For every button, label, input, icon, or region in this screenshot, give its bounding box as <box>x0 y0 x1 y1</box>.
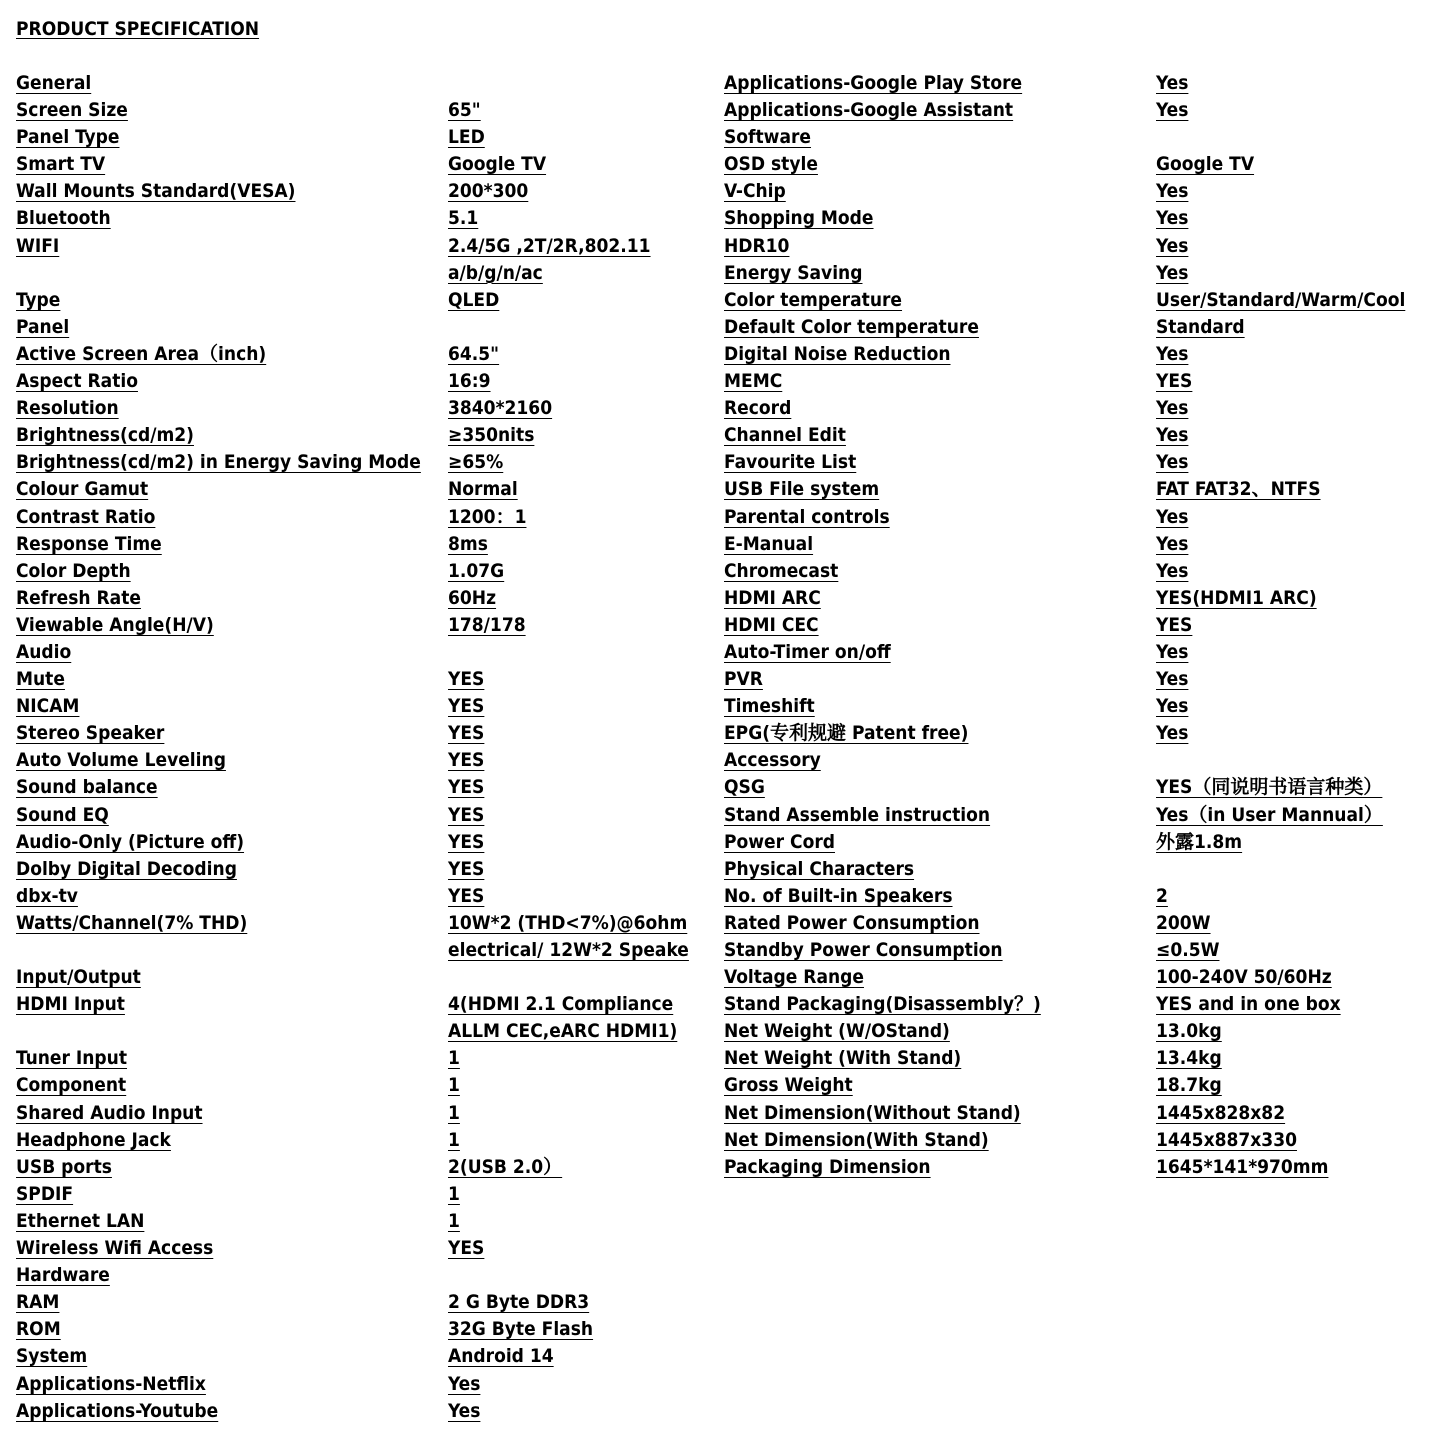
spec-row <box>724 639 1424 666</box>
spec-value: Yes <box>1156 424 1189 447</box>
spec-value: 1 <box>448 1047 460 1070</box>
spec-row <box>16 585 696 612</box>
spec-value: 13.4kg <box>1156 1047 1222 1070</box>
spec-row <box>16 1154 696 1181</box>
spec-label: Favourite List <box>724 451 857 474</box>
spec-value: Normal <box>448 478 518 501</box>
spec-value: Google TV <box>1156 153 1255 176</box>
spec-value: QLED <box>448 288 500 311</box>
spec-value: YES（同说明书语言种类） <box>1156 776 1383 799</box>
spec-row <box>16 233 696 287</box>
spec-value: 2 <box>1156 884 1168 907</box>
spec-row <box>724 558 1424 585</box>
spec-row <box>16 1235 696 1262</box>
spec-value: Yes（in User Mannual） <box>1156 803 1383 826</box>
spec-value: Standard <box>1156 315 1245 338</box>
spec-row <box>16 693 696 720</box>
spec-value: Yes <box>1156 397 1189 420</box>
spec-row <box>724 802 1424 829</box>
spec-label: USB File system <box>724 478 880 501</box>
spec-label: Tuner Input <box>16 1047 128 1070</box>
spec-value: 18.7kg <box>1156 1074 1222 1097</box>
spec-row <box>16 1045 696 1072</box>
spec-value: 5.1 <box>448 207 479 230</box>
spec-label: Color temperature <box>724 288 903 311</box>
spec-value: 100-240V 50/60Hz <box>1156 966 1332 989</box>
spec-label: Component <box>16 1074 127 1097</box>
section-title: Physical Characters <box>724 857 915 880</box>
spec-label: Active Screen Area（inch) <box>16 342 267 365</box>
spec-row <box>724 314 1424 341</box>
spec-value: YES <box>448 884 485 907</box>
spec-value: ≥350nits <box>448 424 535 447</box>
spec-section-heading <box>724 124 1424 151</box>
spec-value: 1445x887x330 <box>1156 1128 1297 1151</box>
spec-value: YES <box>448 776 485 799</box>
spec-value: 32G Byte Flash <box>448 1318 594 1341</box>
spec-row <box>724 991 1424 1018</box>
spec-row <box>16 774 696 801</box>
spec-row <box>724 720 1424 747</box>
spec-row <box>16 476 696 503</box>
spec-label: Sound EQ <box>16 803 109 826</box>
spec-value: 64.5" <box>448 342 500 365</box>
spec-section-heading <box>724 747 1424 774</box>
spec-label: Auto Volume Leveling <box>16 749 226 772</box>
spec-label: Digital Noise Reduction <box>724 342 951 365</box>
spec-label: HDMI ARC <box>724 586 821 609</box>
spec-label: Watts/Channel(7% THD) <box>16 911 248 934</box>
spec-row <box>724 70 1424 97</box>
spec-label: Net Weight (With Stand) <box>724 1047 962 1070</box>
spec-value: 1445x828x82 <box>1156 1101 1286 1124</box>
spec-value: 1 <box>448 1101 460 1124</box>
spec-value: Yes <box>1156 99 1189 122</box>
spec-row <box>16 504 696 531</box>
spec-label: RAM <box>16 1291 60 1314</box>
spec-value: Yes <box>1156 180 1189 203</box>
spec-value: YES <box>1156 613 1193 636</box>
spec-value: Yes <box>448 1372 481 1395</box>
spec-label: Applications-Google Play Store <box>724 72 1023 94</box>
spec-label: Brightness(cd/m2) <box>16 424 194 447</box>
spec-value: Yes <box>1156 559 1189 582</box>
spec-label: Contrast Ratio <box>16 505 156 528</box>
spec-row <box>16 97 696 124</box>
spec-row <box>724 1154 1424 1181</box>
spec-value: Yes <box>1156 668 1189 691</box>
spec-row <box>724 1018 1424 1045</box>
spec-label: HDR10 <box>724 234 790 257</box>
spec-value: YES(HDMI1 ARC) <box>1156 586 1317 609</box>
spec-label: WIFI <box>16 234 60 257</box>
spec-value: User/Standard/Warm/Cool <box>1156 288 1406 311</box>
spec-row <box>16 747 696 774</box>
spec-row <box>724 1127 1424 1154</box>
spec-row <box>724 395 1424 422</box>
spec-label: Packaging Dimension <box>724 1155 931 1178</box>
spec-label: Wireless Wifi Access <box>16 1237 214 1260</box>
spec-row <box>724 937 1424 964</box>
spec-value-continued: electrical/ 12W*2 Speake <box>448 938 689 961</box>
spec-label: USB ports <box>16 1155 112 1178</box>
section-title: Accessory <box>724 749 821 772</box>
spec-value: Yes <box>1156 234 1189 257</box>
spec-value: Yes <box>1156 532 1189 555</box>
spec-value: ≥65% <box>448 451 504 474</box>
spec-section-heading <box>16 314 696 341</box>
spec-value: 1 <box>448 1182 460 1205</box>
spec-label: Applications-Youtube <box>16 1399 219 1422</box>
spec-row <box>16 124 696 151</box>
spec-label: Record <box>724 397 792 420</box>
spec-row <box>724 666 1424 693</box>
spec-value: 65" <box>448 99 481 122</box>
spec-row <box>724 504 1424 531</box>
spec-row <box>16 395 696 422</box>
spec-label: Mute <box>16 668 65 691</box>
spec-row <box>16 1343 696 1370</box>
spec-value: 200*300 <box>448 180 529 203</box>
spec-label: Net Weight (W/OStand) <box>724 1020 950 1043</box>
spec-value: 1 <box>448 1128 460 1151</box>
spec-row <box>724 1072 1424 1099</box>
spec-label: Brightness(cd/m2) in Energy Saving Mode <box>16 451 421 474</box>
spec-label: Shared Audio Input <box>16 1101 203 1124</box>
spec-label: Type <box>16 288 61 311</box>
spec-row <box>724 97 1424 124</box>
spec-row <box>724 531 1424 558</box>
spec-label: Default Color temperature <box>724 315 979 338</box>
spec-row <box>724 449 1424 476</box>
spec-label: V-Chip <box>724 180 786 203</box>
spec-value: YES <box>448 803 485 826</box>
spec-value: 2(USB 2.0） <box>448 1155 563 1178</box>
section-title: Audio <box>16 640 72 663</box>
spec-label: Standby Power Consumption <box>724 939 1003 961</box>
spec-value: Yes <box>1156 207 1189 230</box>
spec-row <box>16 1127 696 1154</box>
spec-row <box>724 883 1424 910</box>
spec-label: PVR <box>724 668 763 691</box>
spec-row <box>16 1072 696 1099</box>
spec-value: ≤0.5W <box>1156 939 1220 961</box>
spec-value: 1200：1 <box>448 505 527 528</box>
section-title: Hardware <box>16 1264 110 1287</box>
spec-row <box>16 287 696 314</box>
spec-value: Yes <box>448 1399 481 1422</box>
spec-value: YES <box>448 857 485 880</box>
spec-label: Stand Packaging(Disassembly？) <box>724 993 1041 1016</box>
spec-label: Channel Edit <box>724 424 846 447</box>
section-title: General <box>16 72 92 94</box>
spec-row <box>724 476 1424 503</box>
spec-row <box>16 151 696 178</box>
spec-label: Shopping Mode <box>724 207 874 230</box>
section-title: Panel <box>16 315 70 338</box>
spec-row <box>724 612 1424 639</box>
spec-row <box>16 178 696 205</box>
spec-label: Net Dimension(With Stand) <box>724 1128 989 1151</box>
spec-value-continued: ALLM CEC,eARC HDMI1) <box>448 1020 678 1043</box>
spec-label: Wall Mounts Standard(VESA) <box>16 180 296 203</box>
spec-value: 13.0kg <box>1156 1020 1222 1043</box>
spec-row <box>16 1181 696 1208</box>
spec-label: Sound balance <box>16 776 158 799</box>
spec-row <box>16 991 696 1045</box>
spec-value: YES and in one box <box>1156 993 1341 1016</box>
spec-label: MEMC <box>724 370 783 393</box>
spec-label: Panel Type <box>16 126 120 149</box>
spec-label: Colour Gamut <box>16 478 149 501</box>
spec-row <box>16 612 696 639</box>
spec-row <box>16 368 696 395</box>
spec-label: Smart TV <box>16 153 106 176</box>
spec-value: 2 G Byte DDR3 <box>448 1291 590 1314</box>
spec-value: YES <box>448 1237 485 1260</box>
spec-row <box>724 233 1424 260</box>
spec-row <box>16 720 696 747</box>
spec-label: Energy Saving <box>724 261 863 284</box>
spec-value: Android 14 <box>448 1345 554 1368</box>
spec-label: Bluetooth <box>16 207 111 230</box>
spec-value: YES <box>448 830 485 853</box>
spec-row <box>724 151 1424 178</box>
spec-label: Net Dimension(Without Stand) <box>724 1101 1021 1124</box>
spec-column-left <box>16 70 696 1425</box>
spec-row <box>16 666 696 693</box>
spec-section-heading <box>16 1262 696 1289</box>
spec-label: Screen Size <box>16 99 128 122</box>
spec-value: Yes <box>1156 640 1189 663</box>
spec-label: Stand Assemble instruction <box>724 803 991 826</box>
page-title: PRODUCT SPECIFICATION <box>16 18 260 40</box>
spec-row <box>16 1289 696 1316</box>
spec-value: YES <box>448 749 485 772</box>
spec-row <box>16 422 696 449</box>
spec-row <box>724 829 1424 856</box>
spec-value: 1.07G <box>448 559 505 582</box>
spec-row <box>16 1371 696 1398</box>
spec-label: Timeshift <box>724 695 815 718</box>
spec-row <box>724 1100 1424 1127</box>
spec-value: 8ms <box>448 532 488 555</box>
spec-row <box>16 449 696 476</box>
spec-label: Voltage Range <box>724 966 864 989</box>
spec-value: 1 <box>448 1209 460 1232</box>
spec-label: Power Cord <box>724 830 835 853</box>
spec-row <box>16 856 696 883</box>
spec-label: HDMI Input <box>16 993 125 1016</box>
spec-row <box>16 829 696 856</box>
section-title: Input/Output <box>16 966 141 989</box>
spec-value: YES <box>448 668 485 691</box>
spec-label: Rated Power Consumption <box>724 911 980 934</box>
spec-label: No. of Built-in Speakers <box>724 884 953 907</box>
spec-section-heading <box>724 856 1424 883</box>
spec-label: Chromecast <box>724 559 839 582</box>
spec-label: EPG(专利规避 Patent free) <box>724 722 969 745</box>
spec-value: 外露1.8m <box>1156 830 1243 853</box>
spec-label: Refresh Rate <box>16 586 141 609</box>
spec-row <box>16 910 696 964</box>
spec-value: LED <box>448 126 485 149</box>
spec-row <box>16 1398 696 1425</box>
spec-row <box>724 341 1424 368</box>
spec-row <box>16 1316 696 1343</box>
spec-row <box>16 1208 696 1235</box>
spec-label: E-Manual <box>724 532 814 555</box>
spec-row <box>724 585 1424 612</box>
spec-label: Stereo Speaker <box>16 722 165 745</box>
spec-row <box>724 964 1424 991</box>
spec-value: 10W*2 (THD<7%)@6ohm <box>448 911 688 934</box>
spec-label: Headphone Jack <box>16 1128 171 1151</box>
spec-value: Yes <box>1156 505 1189 528</box>
spec-row <box>724 910 1424 937</box>
spec-row <box>16 802 696 829</box>
spec-row <box>724 422 1424 449</box>
spec-value: Yes <box>1156 722 1189 745</box>
spec-row <box>16 1100 696 1127</box>
spec-value: YES <box>1156 370 1193 393</box>
spec-row <box>724 260 1424 287</box>
spec-row <box>724 205 1424 232</box>
spec-row <box>16 341 696 368</box>
spec-row <box>16 883 696 910</box>
spec-label: Resolution <box>16 397 119 420</box>
spec-label: ROM <box>16 1318 61 1341</box>
spec-label: Dolby Digital Decoding <box>16 857 237 880</box>
spec-value: 60Hz <box>448 586 497 609</box>
spec-label: dbx-tv <box>16 884 78 907</box>
spec-value: Yes <box>1156 451 1189 474</box>
spec-label: Ethernet LAN <box>16 1209 145 1232</box>
spec-label: QSG <box>724 776 765 799</box>
spec-section-heading <box>16 70 696 97</box>
spec-label: Aspect Ratio <box>16 370 138 393</box>
spec-value: YES <box>448 722 485 745</box>
spec-row <box>16 558 696 585</box>
spec-value: Yes <box>1156 695 1189 718</box>
spec-row <box>16 205 696 232</box>
spec-label: NICAM <box>16 695 80 718</box>
spec-value: Google TV <box>448 153 547 176</box>
spec-value: Yes <box>1156 261 1189 284</box>
spec-column-right <box>724 70 1424 1181</box>
spec-value: 4(HDMI 2.1 Compliance <box>448 993 674 1016</box>
section-title: Software <box>724 126 812 149</box>
spec-value: 1 <box>448 1074 460 1097</box>
spec-value: 16:9 <box>448 370 491 393</box>
spec-row <box>724 178 1424 205</box>
spec-label: Auto-Timer on/off <box>724 640 891 663</box>
spec-label: HDMI CEC <box>724 613 819 636</box>
spec-value: 178/178 <box>448 613 526 636</box>
spec-label: Viewable Angle(H/V) <box>16 613 214 636</box>
spec-row <box>724 774 1424 801</box>
spec-label: Color Depth <box>16 559 131 582</box>
spec-row <box>724 693 1424 720</box>
spec-label: Applications-Netflix <box>16 1372 206 1395</box>
spec-row <box>724 1045 1424 1072</box>
spec-section-heading <box>16 639 696 666</box>
spec-label: Applications-Google Assistant <box>724 99 1014 122</box>
spec-value: FAT FAT32、NTFS <box>1156 478 1321 501</box>
spec-row <box>724 368 1424 395</box>
spec-label: Gross Weight <box>724 1074 853 1097</box>
spec-value: YES <box>448 695 485 718</box>
spec-label: SPDIF <box>16 1182 74 1205</box>
spec-row <box>16 531 696 558</box>
spec-label: Response Time <box>16 532 162 555</box>
spec-label: OSD style <box>724 153 818 176</box>
spec-value: 3840*2160 <box>448 397 553 420</box>
spec-row <box>724 287 1424 314</box>
spec-value: Yes <box>1156 342 1189 365</box>
spec-label: Audio-Only (Picture off) <box>16 830 245 853</box>
spec-value: Yes <box>1156 72 1189 94</box>
spec-section-heading <box>16 964 696 991</box>
spec-value: 2.4/5G ,2T/2R,802.11 <box>448 234 651 257</box>
spec-value-continued: a/b/g/n/ac <box>448 261 543 284</box>
spec-value: 200W <box>1156 911 1211 934</box>
spec-value: 1645*141*970mm <box>1156 1155 1329 1178</box>
spec-label: Parental controls <box>724 505 890 528</box>
spec-label: System <box>16 1345 88 1368</box>
